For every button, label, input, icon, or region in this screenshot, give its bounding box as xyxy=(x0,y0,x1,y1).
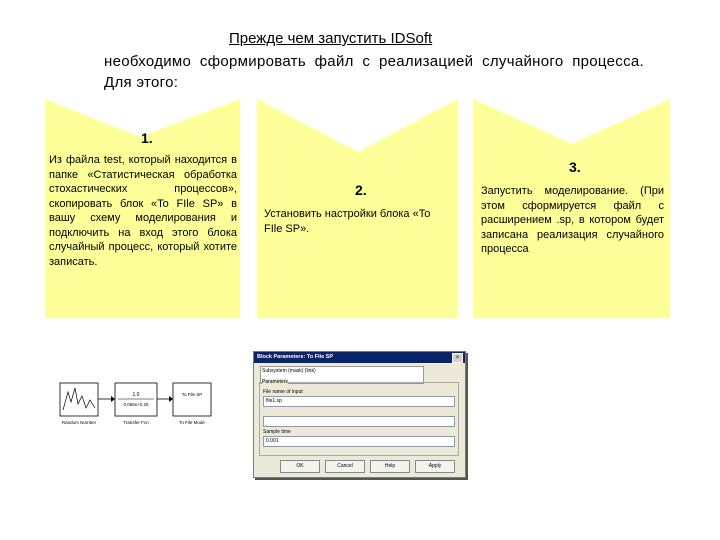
dialog-title: Block Parameters: To File SP xyxy=(254,352,465,363)
parameters-group xyxy=(259,379,459,456)
tf-numerator: 1.0 xyxy=(132,392,140,398)
file-name-input[interactable]: file1.sp xyxy=(263,396,455,407)
close-icon[interactable]: × xyxy=(452,353,463,363)
help-button[interactable]: Help xyxy=(370,460,410,473)
field-3-label: Sample time xyxy=(263,429,291,435)
parameters-group-label: Parameters xyxy=(262,379,288,385)
arrowhead-2 xyxy=(169,396,173,402)
transfer-fcn-caption: Transfer Fcn xyxy=(123,420,149,425)
step-2-text: Установить настройки блока «To FIle SP». xyxy=(264,208,431,235)
step-3-text: Запустить моделирование. (При этом сформируется файл с расширением .sp, в котором будет записана реализация случайного процесса xyxy=(481,185,664,255)
arrowhead-1 xyxy=(111,396,115,402)
dialog-description: Subsystem (mask) (link) xyxy=(260,366,424,384)
transfer-fcn-block xyxy=(115,383,157,416)
apply-button[interactable]: Apply xyxy=(415,460,455,473)
step-2-number: 2. xyxy=(355,182,367,198)
block-parameters-dialog xyxy=(253,351,466,478)
to-file-sp-label: To File SP xyxy=(181,392,203,397)
intro-text: необходимо сформировать файл с реализацией случайного процесса. Для этого: xyxy=(104,53,644,91)
field-1-label: File name of input xyxy=(263,389,303,395)
parameter-2-input[interactable] xyxy=(263,416,455,427)
step-3-number: 3. xyxy=(569,159,581,175)
step-1-text: Из файла test, который находится в папке «Статистическая обработка стохастических процессов», скопировать блок «To FIle SP» в вашу схему моделирования и подключить на вход этого блока случайный процесс, который хотите записать. xyxy=(49,154,237,268)
ok-button[interactable]: OK xyxy=(280,460,320,473)
tf-denominator: 0.066s+0.25 xyxy=(123,402,149,407)
to-file-sp-caption: To File Mode xyxy=(179,420,205,425)
to-file-sp-block xyxy=(173,383,211,416)
cancel-button[interactable]: Cancel xyxy=(325,460,365,473)
slide-title: Прежде чем запустить IDSoft xyxy=(229,30,433,47)
sample-time-input[interactable]: 0.001 xyxy=(263,436,455,447)
step-1-number: 1. xyxy=(141,130,153,146)
random-source-caption: Random Number xyxy=(61,420,97,425)
